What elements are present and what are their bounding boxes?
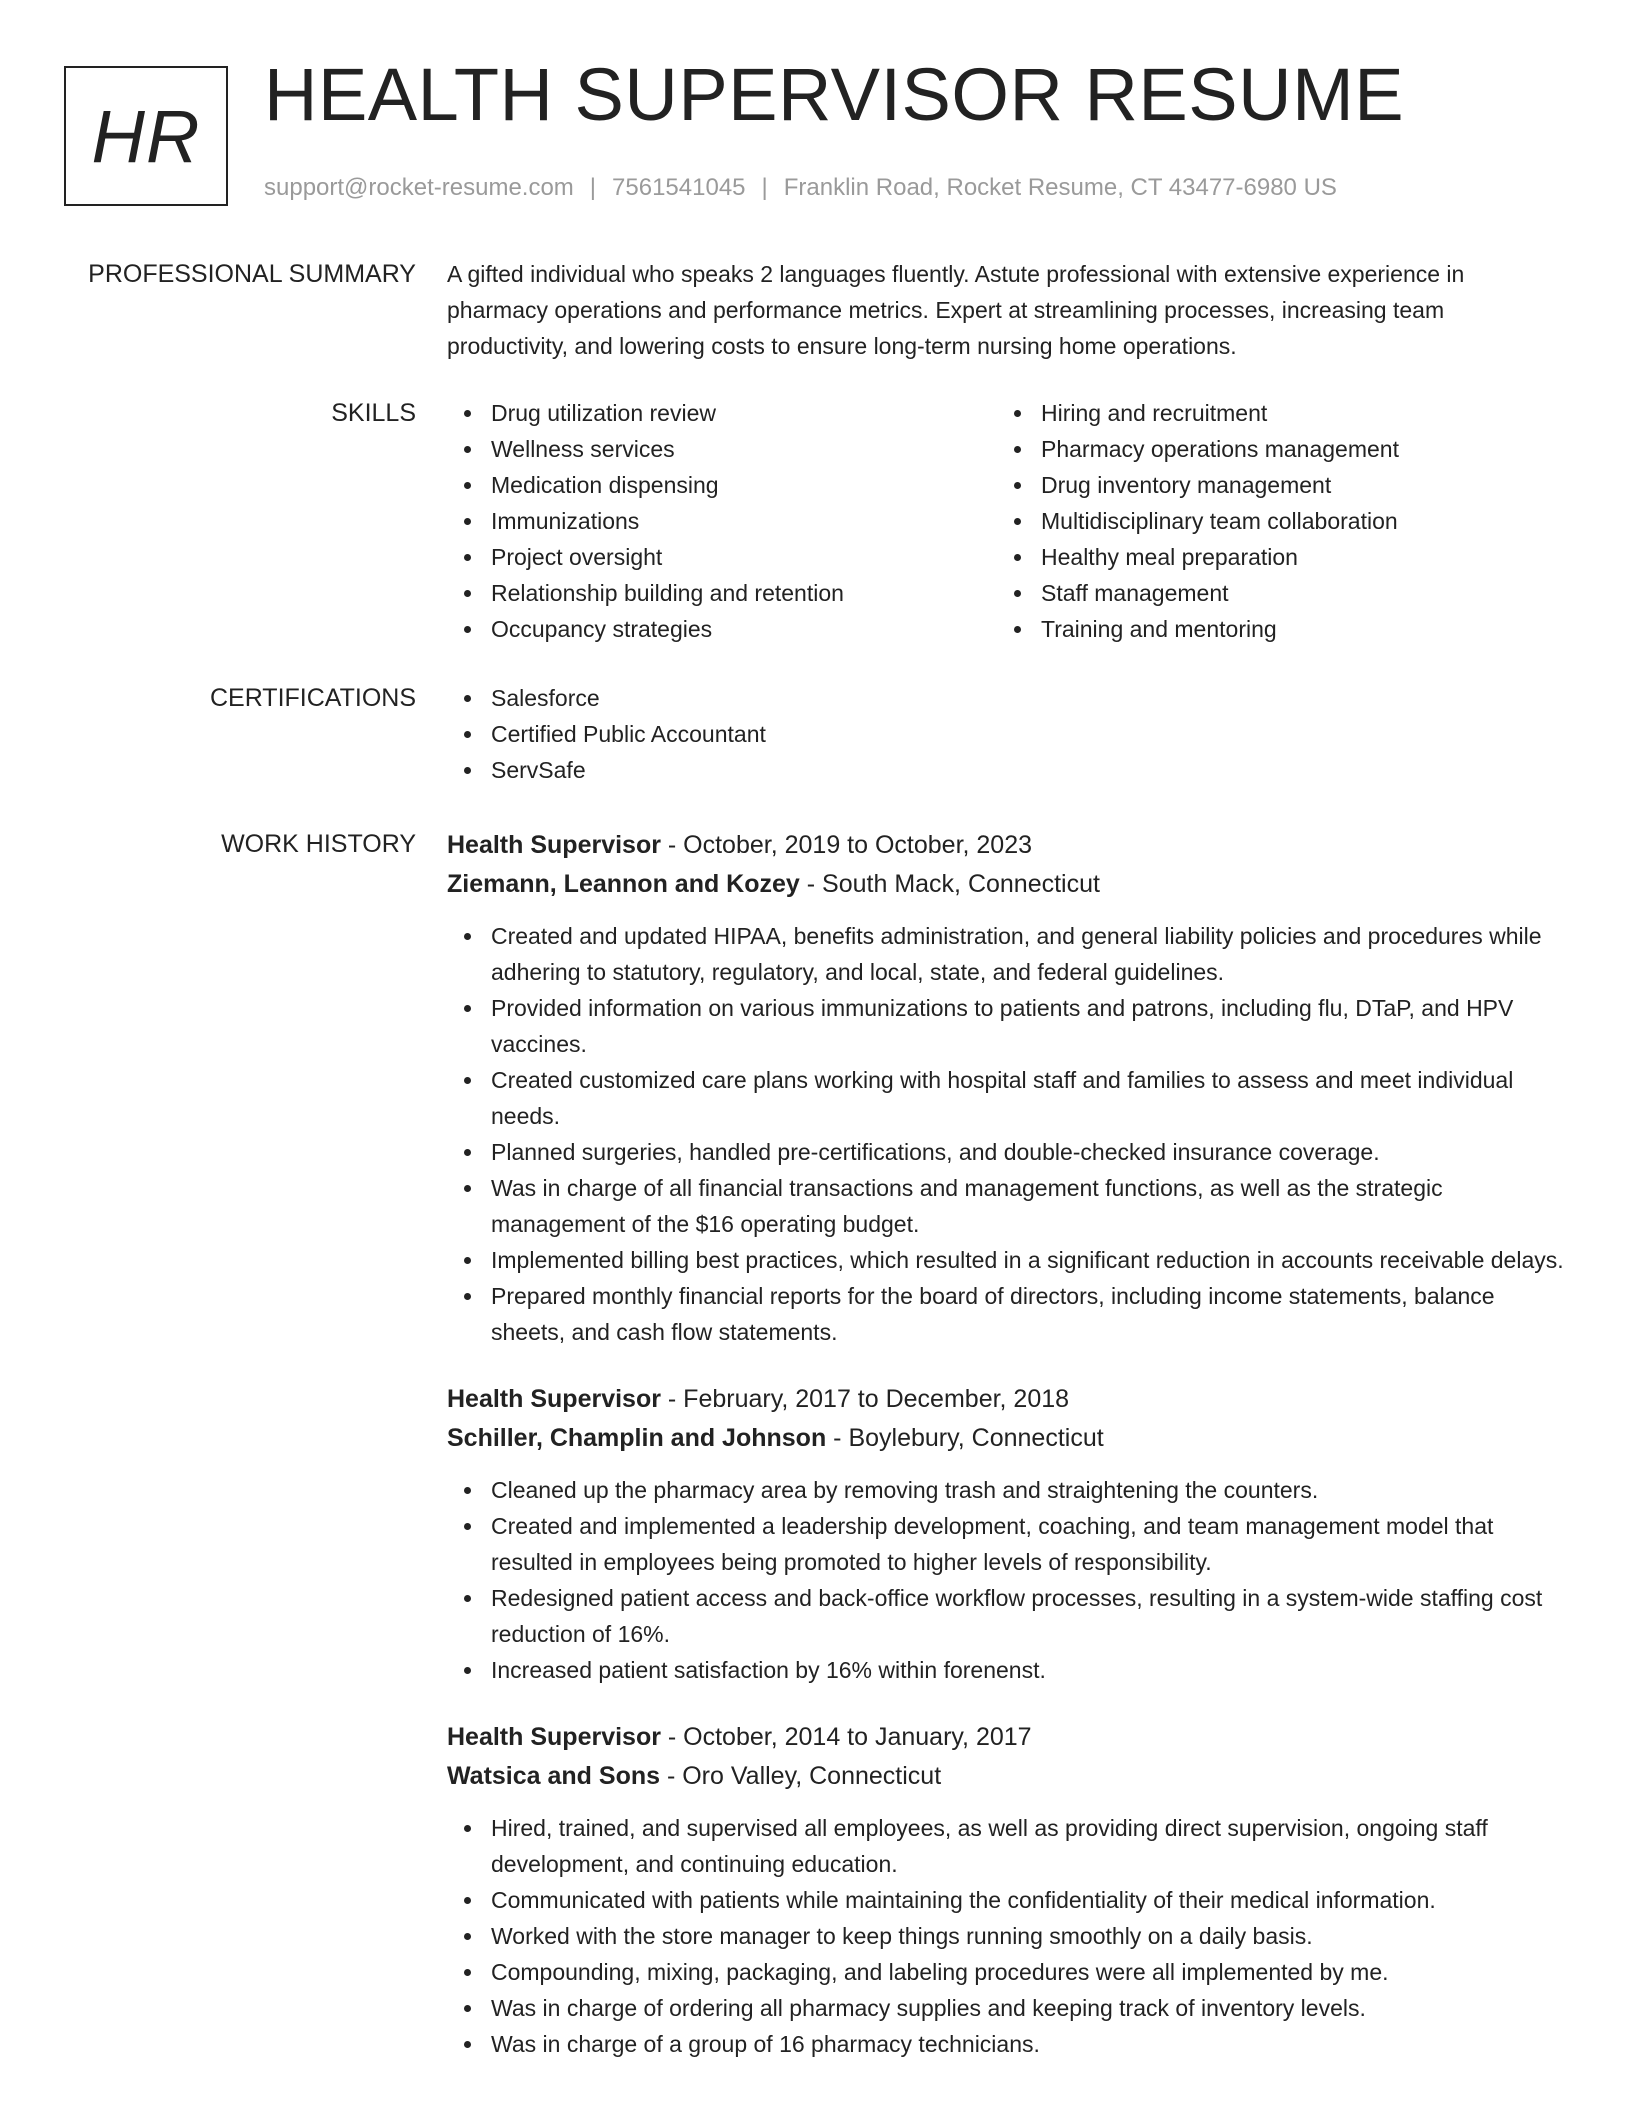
job-bullet: Worked with the store manager to keep things running smoothly on a daily basis.: [447, 1918, 1567, 1954]
job-bullet-list: [447, 918, 1567, 1350]
skill-item: Staff management: [997, 575, 1547, 611]
job-bullet: Communicated with patients while maintaining the confidentiality of their medical information.: [447, 1882, 1567, 1918]
certifications-list: [447, 680, 1567, 788]
job-company-line: [447, 1757, 1567, 1796]
job-company-line: [447, 865, 1567, 904]
job-company: Ziemann, Leannon and Kozey: [447, 870, 800, 898]
skill-item: Multidisciplinary team collaboration: [997, 503, 1547, 539]
job-title: Health Supervisor: [447, 1723, 661, 1751]
resume-title: HEALTH SUPERVISOR RESUME: [264, 53, 1405, 136]
skill-item: Relationship building and retention: [447, 575, 997, 611]
job-location: - Oro Valley, Connecticut: [660, 1762, 942, 1790]
job-bullet: Was in charge of all financial transactions and management functions, as well as the strategic management of the $16 operating budget.: [447, 1170, 1567, 1242]
job-title-line: [447, 826, 1567, 865]
job-title: Health Supervisor: [447, 1385, 661, 1413]
job-company: Watsica and Sons: [447, 1762, 661, 1790]
job-entry: [447, 1380, 1567, 1688]
skill-item: Training and mentoring: [997, 611, 1547, 647]
summary-label: PROFESSIONAL SUMMARY: [88, 260, 416, 288]
job-bullet: Provided information on various immunizations to patients and patrons, including flu, DTaP, and HPV vaccines.: [447, 990, 1567, 1062]
job-title: Health Supervisor: [447, 831, 661, 859]
job-dates: - October, 2014 to January, 2017: [660, 1723, 1032, 1751]
job-entry: [447, 826, 1567, 1350]
job-bullet: Increased patient satisfaction by 16% within forenenst.: [447, 1652, 1567, 1688]
skill-item: Drug utilization review: [447, 395, 997, 431]
contact-separator: |: [761, 174, 768, 201]
contact-phone[interactable]: 7561541045: [612, 174, 746, 201]
skill-item: Healthy meal preparation: [997, 539, 1547, 575]
work-history-label: WORK HISTORY: [221, 830, 416, 858]
contact-line: [264, 174, 1337, 202]
job-dates: - February, 2017 to December, 2018: [660, 1385, 1070, 1413]
contact-email[interactable]: support@rocket-resume.com: [264, 174, 574, 201]
skill-item: Wellness services: [447, 431, 997, 467]
job-bullet: Redesigned patient access and back-office workflow processes, resulting in a system-wide staffing cost reduction of 16%.: [447, 1580, 1567, 1652]
certifications-label: CERTIFICATIONS: [209, 684, 416, 712]
job-bullet: Compounding, mixing, packaging, and labeling procedures were all implemented by me.: [447, 1954, 1567, 1990]
job-bullet: Created customized care plans working with hospital staff and families to assess and meet individual needs.: [447, 1062, 1567, 1134]
job-bullet: Was in charge of a group of 16 pharmacy technicians.: [447, 2026, 1567, 2062]
job-entry: [447, 1718, 1567, 2062]
job-title-line: [447, 1380, 1567, 1419]
contact-address: Franklin Road, Rocket Resume, CT 43477-6980 US: [783, 174, 1337, 201]
job-bullet: Prepared monthly financial reports for the board of directors, including income statements, balance sheets, and cash flow statements.: [447, 1278, 1567, 1350]
job-bullet: Hired, trained, and supervised all employees, as well as providing direct supervision, ongoing staff development, and continuing education.: [447, 1810, 1567, 1882]
job-bullet: Created and implemented a leadership development, coaching, and team management model that resulted in employees being promoted to higher levels of responsibility.: [447, 1508, 1567, 1580]
certification-item: ServSafe: [447, 752, 1567, 788]
job-location: - South Mack, Connecticut: [799, 870, 1100, 898]
skills-list-right: [997, 395, 1547, 647]
skill-item: Hiring and recruitment: [997, 395, 1547, 431]
job-bullet-list: [447, 1810, 1567, 2062]
monogram-initials: HR: [91, 94, 201, 178]
job-location: - Boylebury, Connecticut: [826, 1424, 1104, 1452]
job-bullet: Cleaned up the pharmacy area by removing trash and straightening the counters.: [447, 1472, 1567, 1508]
skill-item: Pharmacy operations management: [997, 431, 1547, 467]
skill-item: Project oversight: [447, 539, 997, 575]
contact-separator: |: [589, 174, 597, 201]
job-title-line: [447, 1718, 1567, 1757]
job-company-line: [447, 1419, 1567, 1458]
job-bullet-list: [447, 1472, 1567, 1688]
job-company: Schiller, Champlin and Johnson: [447, 1424, 827, 1452]
skills-list-left: [447, 395, 997, 647]
monogram-box: [64, 66, 228, 206]
certification-item: Certified Public Accountant: [447, 716, 1567, 752]
skill-item: Occupancy strategies: [447, 611, 997, 647]
skill-item: Drug inventory management: [997, 467, 1547, 503]
skill-item: Medication dispensing: [447, 467, 997, 503]
job-bullet: Created and updated HIPAA, benefits administration, and general liability policies and procedures while adhering to statutory, regulatory, and local, state, and federal guidelines.: [447, 918, 1567, 990]
skill-item: Immunizations: [447, 503, 997, 539]
certification-item: Salesforce: [447, 680, 1567, 716]
job-dates: - October, 2019 to October, 2023: [660, 831, 1033, 859]
summary-text: A gifted individual who speaks 2 languages fluently. Astute professional with extensive experience in pharmacy operations and performance metrics. Expert at streamlining processes, increasing team productivity, and lowering costs to ensure long-term nursing home operations.: [447, 261, 1465, 359]
job-bullet: Planned surgeries, handled pre-certifications, and double-checked insurance coverage.: [447, 1134, 1567, 1170]
job-bullet: Implemented billing best practices, which resulted in a significant reduction in accounts receivable delays.: [447, 1242, 1567, 1278]
job-bullet: Was in charge of ordering all pharmacy supplies and keeping track of inventory levels.: [447, 1990, 1567, 2026]
skills-label: SKILLS: [331, 399, 416, 427]
